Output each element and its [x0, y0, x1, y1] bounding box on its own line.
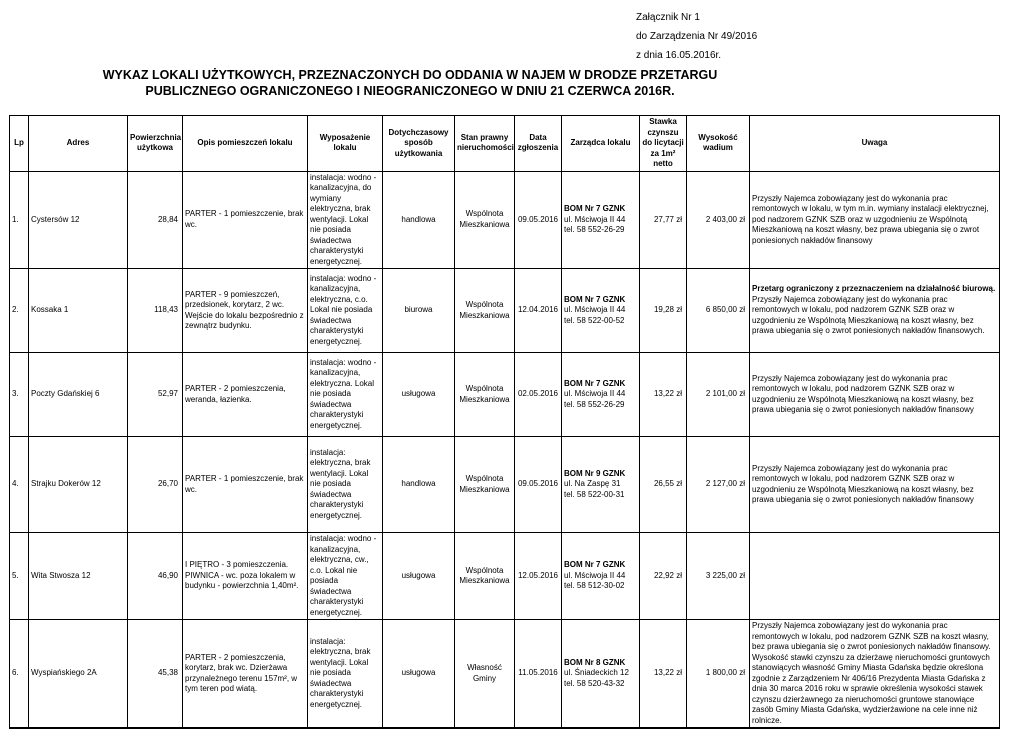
- cell-rate: 27,77 zł: [640, 171, 687, 269]
- cell-equipment: instalacja: wodno - kanalizacyjna, do wymiany elektryczna, brak wentylacji. Lokal nie posiada świadectwa charakterystyki energetycznej.: [308, 171, 383, 269]
- table-header-row: [10, 116, 1000, 172]
- cell-usage: usługowa: [383, 353, 455, 437]
- cell-description: PARTER - 2 pomieszczenia, weranda, łazienka.: [183, 353, 308, 437]
- cell-address: Cystersów 12: [29, 171, 128, 269]
- document-title: [0, 67, 820, 99]
- header-deposit: Wysokość wadium: [687, 116, 750, 172]
- cell-lp: 1.: [10, 171, 29, 269]
- table-row: [10, 437, 1000, 533]
- cell-description: PARTER - 9 pomieszczeń, przedsionek, korytarz, 2 wc. Wejście do lokalu bezpośrednio z zewnątrz budynku.: [183, 269, 308, 353]
- cell-equipment: instalacja: elektryczna, brak wentylacji. Lokal nie posiada świadectwa charakterystyki energetycznej.: [308, 620, 383, 729]
- cell-usage: usługowa: [383, 620, 455, 729]
- cell-note: [750, 269, 1000, 353]
- cell-legal: Wspólnota Mieszkaniowa: [455, 437, 515, 533]
- cell-address: Poczty Gdańskiej 6: [29, 353, 128, 437]
- cell-manager: [562, 620, 640, 729]
- cell-note: [750, 437, 1000, 533]
- cell-description: PARTER - 1 pomieszczenie, brak wc.: [183, 171, 308, 269]
- cell-equipment: instalacja: wodno - kanalizacyjna, elektryczna, c.o. Lokal nie posiada świadectwa charakterystyki energetycznej.: [308, 269, 383, 353]
- header-legal: Stan prawny nieruchomości: [455, 116, 515, 172]
- cell-manager: [562, 437, 640, 533]
- premises-table: [9, 115, 1000, 729]
- header-date: Data zgłoszenia: [515, 116, 562, 172]
- header-lp: Lp: [10, 116, 29, 172]
- cell-date: 02.05.2016: [515, 353, 562, 437]
- cell-deposit: 2 101,00 zł: [687, 353, 750, 437]
- note-text: Przyszły Najemca zobowiązany jest do wykonania prac remontowych w lokalu, pod nadzorem GZNK SZB na koszt własny, bez prawa ubiegania się o zwrot poniesionych nakładów finansowy. Wysokość stawki czynszu za dzierżawę nieruchomości gruntowych stanowiących własność Gminy Miasta Gdańska będzie określona zgodnie z Zarządzeniem Nr 406/16 Prezydenta Miasta Gdańska z dnia 30 marca 2016 roku w sprawie określenia wysokości stawek czynszu dzierżawnego za nieruchomości gruntowe stanowiące zasób Gminy Miasta Gdańska, wydzierżawione na cele inne niż rolnicze.: [752, 621, 991, 725]
- cell-description: PARTER - 1 pomieszczenie, brak wc.: [183, 437, 308, 533]
- cell-date: 12.05.2016: [515, 533, 562, 620]
- cell-lp: 4.: [10, 437, 29, 533]
- manager-street: ul. Mściwoja II 44: [564, 305, 626, 315]
- note-text: Przyszły Najemca zobowiązany jest do wykonania prac remontowych w lokalu, pod nadzorem GZNK SZB oraz w uzgodnieniu ze Wspólnotą Mieszkaniową na koszt własny, bez prawa ubiegania się o zwrot poniesionych nakładów finansowy: [752, 373, 974, 414]
- manager-street: ul. Na Zaspę 31: [564, 479, 621, 489]
- cell-usage: handlowa: [383, 171, 455, 269]
- table-row: [10, 620, 1000, 729]
- cell-date: 09.05.2016: [515, 171, 562, 269]
- note-text: Przyszły Najemca zobowiązany jest do wykonania prac remontowych w lokalu, pod nadzorem GZNK SZB oraz w uzgodnieniu ze Wspólnotą Mieszkaniową na koszt własny, bez prawa ubiegania się o zwrot poniesionych nakładów finansowych.: [752, 294, 985, 336]
- cell-description: I PIĘTRO - 3 pomieszczenia. PIWNICA - wc. poza lokalem w budynku - powierzchnia 1,40m².: [183, 533, 308, 620]
- cell-area: 28,84: [128, 171, 183, 269]
- header-address: Adres: [29, 116, 128, 172]
- cell-note: [750, 533, 1000, 620]
- cell-usage: usługowa: [383, 533, 455, 620]
- manager-street: ul. Mściwoja II 44: [564, 389, 626, 399]
- cell-date: 12.04.2016: [515, 269, 562, 353]
- note-text: Przyszły Najemca zobowiązany jest do wykonania prac remontowych w lokalu, w tym m.in. wymiany instalacji elektrycznej, pod nadzorem GZNK SZB oraz w uzgodnieniu ze Wspólnotą Mieszkaniową na koszt własny, bez prawa ubiegania się o zwrot poniesionych nakładów finansowy: [752, 193, 989, 245]
- cell-lp: 2.: [10, 269, 29, 353]
- manager-phone: tel. 58 552-26-29: [564, 225, 625, 234]
- manager-name: BOM Nr 7 GZNK: [564, 204, 626, 213]
- manager-street: ul. Mściwoja II 44: [564, 214, 626, 224]
- cell-rate: 26,55 zł: [640, 437, 687, 533]
- cell-legal: Wspólnota Mieszkaniowa: [455, 171, 515, 269]
- cell-usage: handlowa: [383, 437, 455, 533]
- cell-equipment: instalacja: wodno - kanalizacyjna, elektryczna, cw., c.o. Lokal nie posiada świadectwa charakterystyki energetycznej.: [308, 533, 383, 620]
- cell-address: Strajku Dokerów 12: [29, 437, 128, 533]
- header-rate: Stawka czynszu do licytacji za 1m² netto: [640, 116, 687, 172]
- manager-name: BOM Nr 7 GZNK: [564, 560, 626, 570]
- cell-lp: 5.: [10, 533, 29, 620]
- manager-phone: tel. 58 552-26-29: [564, 399, 625, 409]
- header-note: Uwaga: [750, 116, 1000, 172]
- manager-phone: tel. 58 520-43-32: [564, 678, 625, 688]
- header-area: Powierzchnia użytkowa: [128, 116, 183, 172]
- cell-rate: 22,92 zł: [640, 533, 687, 620]
- title-line-1: WYKAZ LOKALI UŻYTKOWYCH, PRZEZNACZONYCH DO ODDANIA W NAJEM W DRODZE PRZETARGU: [102, 68, 718, 82]
- manager-name: BOM Nr 7 GZNK: [564, 294, 626, 304]
- manager-phone: tel. 58 512-30-02: [564, 581, 625, 591]
- cell-manager: [562, 353, 640, 437]
- cell-area: 26,70: [128, 437, 183, 533]
- note-text: Przyszły Najemca zobowiązany jest do wykonania prac remontowych w lokalu, pod nadzorem GZNK SZB oraz w uzgodnieniu ze Wspólnotą Mieszkaniową na koszt własny, bez prawa ubiegania się o zwrot poniesionych nakładów finansowy: [752, 463, 974, 504]
- header-manager: Zarządca lokalu: [562, 116, 640, 172]
- cell-usage: biurowa: [383, 269, 455, 353]
- cell-area: 46,90: [128, 533, 183, 620]
- cell-legal: Wspólnota Mieszkaniowa: [455, 533, 515, 620]
- cell-date: 09.05.2016: [515, 437, 562, 533]
- title-line-2: PUBLICZNEGO OGRANICZONEGO I NIEOGRANICZONEGO W DNIU 21 CZERWCA 2016R.: [145, 84, 675, 98]
- manager-phone: tel. 58 522-00-52: [564, 315, 625, 325]
- header-usage: Dotychczasowy sposób użytkowania: [383, 116, 455, 172]
- cell-equipment: instalacja: wodno - kanalizacyjna, elektryczna. Lokal nie posiada świadectwa charakterystyki energetycznej.: [308, 353, 383, 437]
- cell-address: Wita Stwosza 12: [29, 533, 128, 620]
- header-equipment: Wyposażenie lokalu: [308, 116, 383, 172]
- cell-manager: [562, 533, 640, 620]
- cell-deposit: 3 225,00 zł: [687, 533, 750, 620]
- cell-manager: [562, 269, 640, 353]
- annex-header: [636, 8, 757, 65]
- cell-date: 11.05.2016: [515, 620, 562, 729]
- cell-lp: 6.: [10, 620, 29, 729]
- manager-name: BOM Nr 8 GZNK: [564, 657, 626, 667]
- header-description: Opis pomieszczeń lokalu: [183, 116, 308, 172]
- manager-name: BOM Nr 9 GZNK: [564, 468, 626, 478]
- cell-note: [750, 353, 1000, 437]
- cell-note: [750, 620, 1000, 729]
- table-row: [10, 269, 1000, 353]
- manager-name: BOM Nr 7 GZNK: [564, 378, 626, 388]
- cell-deposit: 6 850,00 zł: [687, 269, 750, 353]
- cell-deposit: 2 127,00 zł: [687, 437, 750, 533]
- cell-legal: Wspólnota Mieszkaniowa: [455, 353, 515, 437]
- annex-line-2: do Zarządzenia Nr 49/2016: [636, 31, 758, 42]
- cell-description: PARTER - 2 pomieszczenia, korytarz, brak wc. Dzierżawa przynależnego terenu 157m², w tym teren pod wiatą.: [183, 620, 308, 729]
- cell-rate: 19,28 zł: [640, 269, 687, 353]
- cell-rate: 13,22 zł: [640, 620, 687, 729]
- cell-address: Wyspiańskiego 2A: [29, 620, 128, 729]
- cell-manager: [562, 171, 640, 269]
- table-row: [10, 533, 1000, 620]
- cell-area: 45,38: [128, 620, 183, 729]
- cell-legal: Własność Gminy: [455, 620, 515, 729]
- annex-line-3: z dnia 16.05.2016r.: [636, 50, 722, 61]
- note-bold: Przetarg ograniczony z przeznaczeniem na działalność biurową.: [752, 284, 996, 294]
- cell-area: 52,97: [128, 353, 183, 437]
- cell-deposit: 1 800,00 zł: [687, 620, 750, 729]
- table-row: [10, 353, 1000, 437]
- table-row: [10, 171, 1000, 269]
- cell-lp: 3.: [10, 353, 29, 437]
- annex-line-1: Załącznik Nr 1: [636, 12, 700, 23]
- manager-phone: tel. 58 522-00-31: [564, 489, 625, 499]
- cell-note: [750, 171, 1000, 269]
- cell-legal: Wspólnota Mieszkaniowa: [455, 269, 515, 353]
- cell-equipment: instalacja: elektryczna, brak wentylacji. Lokal nie posiada świadectwa charakterystyki energetycznej.: [308, 437, 383, 533]
- cell-address: Kossaka 1: [29, 269, 128, 353]
- cell-area: 118,43: [128, 269, 183, 353]
- manager-street: ul. Mściwoja II 44: [564, 570, 626, 580]
- cell-rate: 13,22 zł: [640, 353, 687, 437]
- manager-street: ul. Śniadeckich 12: [564, 668, 629, 678]
- cell-deposit: 2 403,00 zł: [687, 171, 750, 269]
